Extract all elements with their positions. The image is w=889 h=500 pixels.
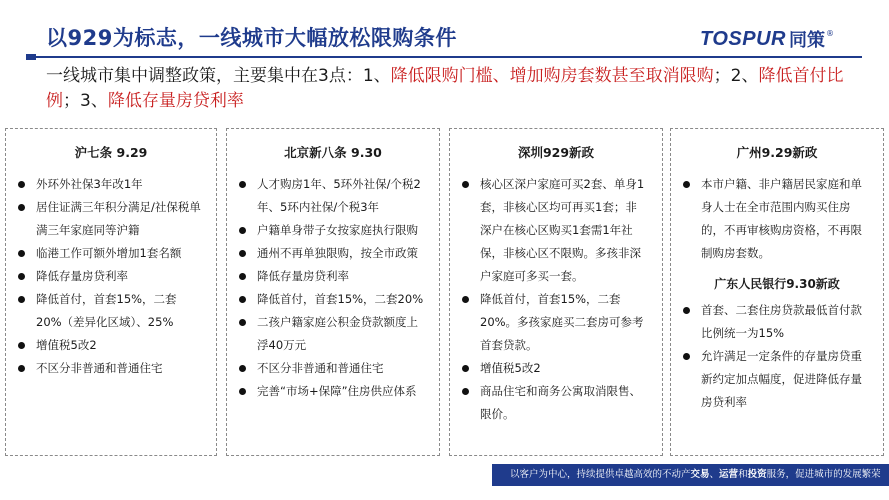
policy-card-shenzhen bbox=[449, 128, 663, 456]
logo-chinese-text: 同策 bbox=[788, 30, 825, 51]
intro-separator-2: ；3、 bbox=[63, 91, 108, 111]
list-item bbox=[681, 173, 869, 265]
list-item bbox=[16, 288, 202, 334]
list-item bbox=[681, 345, 869, 414]
list-item bbox=[237, 265, 425, 288]
card-title: 广州9.29新政 bbox=[736, 145, 818, 160]
footer-keyword-investment: 投资 bbox=[747, 469, 767, 480]
list-item bbox=[237, 311, 425, 357]
bullet-icon bbox=[239, 273, 246, 280]
list-item-text: 完善“市场+保障”住房供应体系 bbox=[257, 384, 417, 398]
bullet-icon bbox=[18, 204, 25, 211]
bullet-icon bbox=[239, 365, 246, 372]
bullet-icon bbox=[683, 353, 690, 360]
footer-separator-1: 、 bbox=[709, 469, 720, 480]
footer-keyword-trade: 交易 bbox=[690, 469, 710, 480]
tospur-logo bbox=[700, 26, 834, 52]
list-item bbox=[16, 242, 202, 265]
card-title: 北京新八条 9.30 bbox=[284, 145, 382, 160]
policy-list bbox=[450, 173, 662, 426]
list-item-text: 人才购房1年、5环外社保/个税2年、5环内社保/个税3年 bbox=[257, 177, 421, 214]
list-item bbox=[460, 380, 648, 426]
footer-suffix: 服务，促进城市的发展繁荣 bbox=[766, 469, 881, 480]
list-item bbox=[16, 334, 202, 357]
bullet-icon bbox=[462, 181, 469, 188]
list-item bbox=[237, 357, 425, 380]
list-item bbox=[237, 173, 425, 219]
policy-sublist bbox=[671, 299, 883, 414]
intro-prefix: 一线城市集中调整政策，主要集中在3点：1、 bbox=[46, 66, 391, 86]
card-subtitle: 广东人民银行9.30新政 bbox=[714, 277, 840, 291]
list-item-text: 降低首付，首套15%，二套20%。多孩家庭买二套房可参考首套贷款。 bbox=[480, 292, 644, 352]
logo-registered-mark: ® bbox=[825, 28, 834, 38]
list-item-text: 首套、二套住房贷款最低首付款比例统一为15% bbox=[701, 303, 862, 340]
intro-point-3: 降低存量房贷利率 bbox=[107, 91, 244, 111]
intro-point-2: 降低首付比例 bbox=[46, 66, 844, 111]
page-title: 以929为标志，一线城市大幅放松限购条件 bbox=[46, 26, 457, 50]
bullet-icon bbox=[239, 227, 246, 234]
intro-point-1: 降低限购门槛、增加购房套数甚至取消限购 bbox=[390, 66, 714, 86]
list-item-text: 户籍单身带子女按家庭执行限购 bbox=[257, 223, 418, 237]
policy-list bbox=[671, 173, 883, 265]
list-item bbox=[460, 288, 648, 357]
title-divider bbox=[26, 56, 862, 58]
list-item-text: 降低首付，首套15%，二套20%（差异化区域）、25% bbox=[36, 292, 177, 329]
bullet-icon bbox=[18, 273, 25, 280]
list-item-text: 核心区深户家庭可买2套、单身1套，非核心区均可再买1套；非深户在核心区购买1套需1年社保，非核心区不限购。多孩非深户家庭可多买一套。 bbox=[480, 177, 645, 283]
list-item bbox=[237, 288, 425, 311]
footer-separator-2: 和 bbox=[738, 469, 748, 480]
bullet-icon bbox=[683, 181, 690, 188]
bullet-icon bbox=[18, 365, 25, 372]
list-item-text: 临港工作可额外增加1套名额 bbox=[36, 246, 182, 260]
card-title: 深圳929新政 bbox=[517, 145, 595, 160]
list-item bbox=[460, 173, 648, 288]
policy-card-beijing bbox=[226, 128, 440, 456]
list-item-text: 本市户籍、非户籍居民家庭和单身人士在全市范围内购买住房的，不再审核购房资格，不再限制购房套数。 bbox=[701, 177, 862, 260]
bullet-icon bbox=[18, 250, 25, 257]
list-item-text: 降低存量房贷利率 bbox=[257, 269, 349, 283]
logo-brand-text: TOSPUR bbox=[700, 27, 786, 50]
list-item bbox=[237, 380, 425, 403]
list-item bbox=[16, 265, 202, 288]
bullet-icon bbox=[18, 181, 25, 188]
bullet-icon bbox=[683, 307, 690, 314]
list-item-text: 允许满足一定条件的存量房贷重新约定加点幅度，促进降低存量房贷利率 bbox=[701, 349, 862, 409]
list-item bbox=[16, 357, 202, 380]
list-item-text: 增值税5改2 bbox=[480, 361, 541, 375]
list-item bbox=[460, 357, 648, 380]
bullet-icon bbox=[239, 250, 246, 257]
list-item-text: 不区分非普通和普通住宅 bbox=[257, 361, 384, 375]
list-item bbox=[16, 173, 202, 196]
list-item-text: 降低存量房贷利率 bbox=[36, 269, 128, 283]
list-item-text: 不区分非普通和普通住宅 bbox=[36, 361, 163, 375]
card-title: 沪七条 9.29 bbox=[74, 145, 148, 160]
list-item bbox=[681, 299, 869, 345]
footer-keyword-operation: 运营 bbox=[719, 469, 739, 480]
bullet-icon bbox=[18, 342, 25, 349]
list-item-text: 居住证满三年积分满足/社保税单满三年家庭同等沪籍 bbox=[36, 200, 201, 237]
policy-card-shanghai bbox=[5, 128, 217, 456]
bullet-icon bbox=[239, 388, 246, 395]
list-item-text: 通州不再单独限购，按全市政策 bbox=[257, 246, 418, 260]
intro-paragraph bbox=[46, 64, 846, 114]
list-item-text: 商品住宅和商务公寓取消限售、限价。 bbox=[480, 384, 641, 421]
list-item bbox=[237, 242, 425, 265]
bullet-icon bbox=[239, 181, 246, 188]
bullet-icon bbox=[239, 319, 246, 326]
footer-prefix: 以客户为中心，持续提供卓越高效的不动产 bbox=[510, 469, 691, 480]
bullet-icon bbox=[462, 296, 469, 303]
policy-card-guangzhou bbox=[670, 128, 884, 456]
intro-separator-1: ；2、 bbox=[713, 66, 759, 86]
list-item-text: 增值税5改2 bbox=[36, 338, 97, 352]
bullet-icon bbox=[239, 296, 246, 303]
list-item-text: 二孩户籍家庭公积金贷款额度上浮40万元 bbox=[257, 315, 418, 352]
bullet-icon bbox=[462, 365, 469, 372]
list-item-text: 外环外社保3年改1年 bbox=[36, 177, 143, 191]
policy-list bbox=[6, 173, 216, 380]
list-item bbox=[16, 196, 202, 242]
policy-list bbox=[227, 173, 439, 403]
bullet-icon bbox=[462, 388, 469, 395]
list-item-text: 降低首付，首套15%，二套20% bbox=[257, 292, 424, 306]
footer-banner bbox=[492, 464, 889, 486]
bullet-icon bbox=[18, 296, 25, 303]
list-item bbox=[237, 219, 425, 242]
